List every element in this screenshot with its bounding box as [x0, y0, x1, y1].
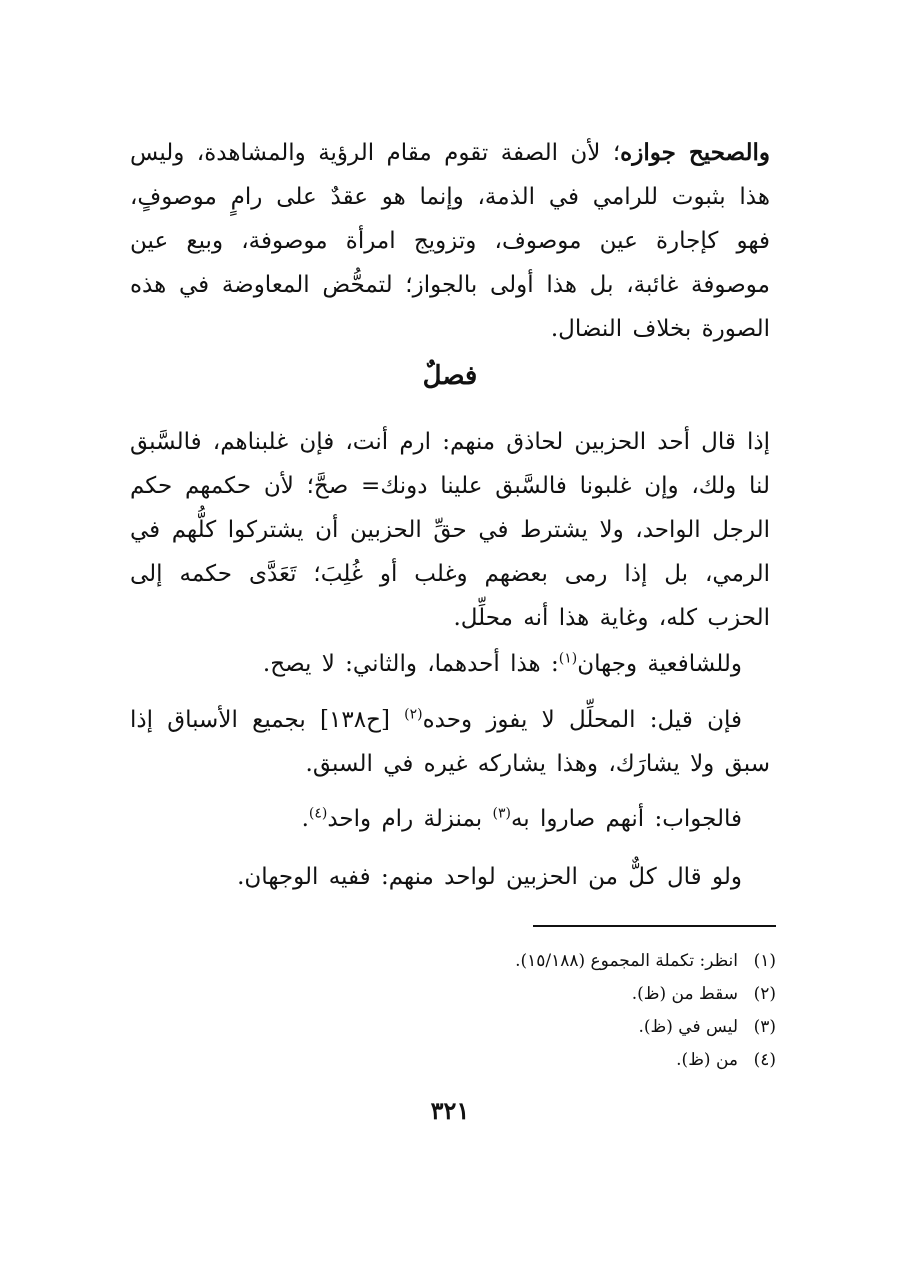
footnote-ref-3: (٣): [492, 805, 511, 822]
footnotes: [130, 945, 776, 1077]
paragraph-1: [130, 131, 770, 351]
paragraph-3-text-a: وللشافعية وجهان: [577, 651, 742, 677]
footnote-number: (٣): [753, 1017, 776, 1037]
paragraph-5-text-c: .: [301, 806, 309, 832]
page-number: ٣٢١: [430, 1096, 470, 1125]
footnote-number: (٢): [753, 984, 776, 1004]
footnote-ref-2: (٢): [404, 706, 423, 723]
bold-lead: والصحيح جوازه: [620, 139, 770, 166]
section-heading: فصلٌ: [422, 361, 478, 391]
paragraph-1-text: ؛ لأن الصفة تقوم مقام الرؤية والمشاهدة، وليس هذا بثبوت للرامي في الذمة، وإنما هو عقدٌ على رامٍ موصوفٍ، فهو كإجارة عين موصوف، وتزويج امرأة موصوفة، وبيع عين موصوفة غائبة، بل هذا أولى بالجواز؛ لتمحُّض المعاوضة في هذه الصورة بخلاف النضال.: [130, 140, 770, 342]
footnote-2: [130, 978, 776, 1011]
paragraph-4: [130, 698, 770, 786]
paragraph-3-text-b: : هذا أحدهما، والثاني: لا يصح.: [262, 651, 559, 677]
paragraph-4-text-a: فإن قيل: المحلِّل لا يفوز وحده: [422, 707, 742, 733]
paragraph-2: إذا قال أحد الحزبين لحاذق منهم: ارم أنت، فإن غلبناهم، فالسَّبق لنا ولك، وإن غلبونا فالسَّبق علينا دونك= صحَّ؛ لأن حكمهم حكم الرجل الواحد، ولا يشترط في حقِّ الحزبين أن يشتركوا كلُّهم في الرمي، بل إذا رمى بعضهم وغلب أو غُلِبَ؛ تَعَدَّى حكمه إلى الحزب كله، وغاية هذا أنه محلِّل.: [130, 429, 770, 631]
footnote-divider: [533, 925, 776, 927]
paragraph-5-text-b: بمنزلة رام واحد: [327, 806, 493, 832]
footnote-ref-4: (٤): [308, 805, 328, 822]
footnote-3: [130, 1011, 776, 1044]
paragraph-3: [130, 642, 770, 686]
paragraph-5-text-a: فالجواب: أنهم صاروا به: [510, 806, 742, 832]
footnote-number: (١): [753, 951, 776, 971]
footnote-4: [130, 1044, 776, 1077]
footnote-number: (٤): [753, 1050, 776, 1070]
footnote-text: انظر: تكملة المجموع (١٥/١٨٨).: [515, 951, 738, 971]
footnote-text: ليس في (ظ).: [638, 1017, 738, 1037]
footnote-text: من (ظ).: [676, 1050, 738, 1070]
paragraph-5: [130, 797, 770, 841]
footnote-1: [130, 945, 776, 978]
footnote-ref-1: (١): [558, 650, 578, 667]
paragraph-6: ولو قال كلٌّ من الحزبين لواحد منهم: ففيه الوجهان.: [237, 864, 742, 890]
paragraph-4-text-b: [ح١٣٨] بجميع الأسباق إذا سبق ولا يشارَك، وهذا يشاركه غيره في السبق.: [130, 707, 770, 777]
footnote-text: سقط من (ظ).: [631, 984, 738, 1004]
